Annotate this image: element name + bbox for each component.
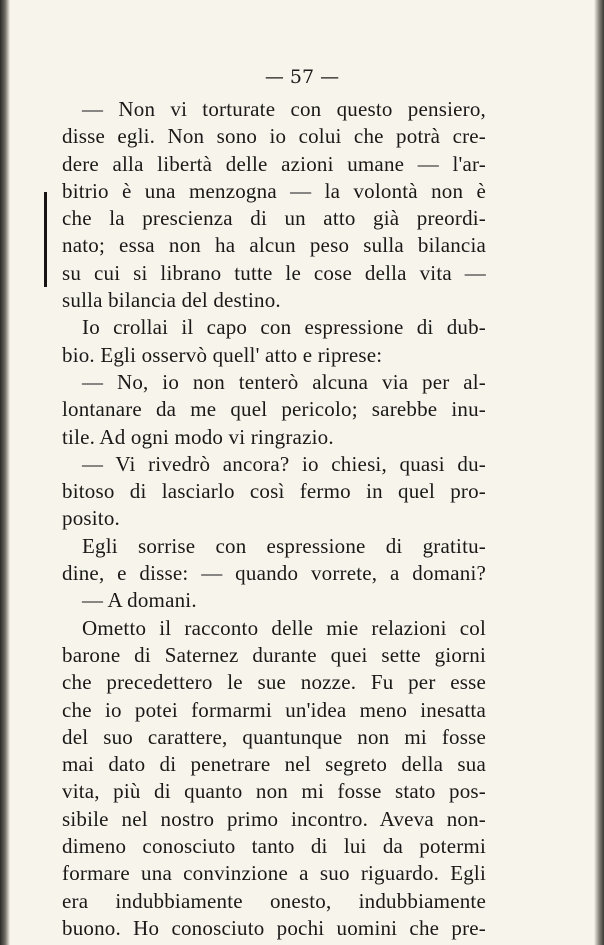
text-line: Egli sorrise con espressione di gratitu- (82, 533, 486, 558)
text-line: del suo carattere, quantunque non mi fosse (62, 724, 486, 749)
text-line: su cui si librano tutte le cose della vita — (62, 260, 486, 285)
text-line: formare una convinzione a suo riguardo. Egli (62, 861, 486, 886)
text-line: bio. Egli osservò quell' atto e riprese: (62, 342, 383, 367)
text-line: disse egli. Non sono io colui che potrà cre- (62, 124, 486, 149)
text-line: Io crollai il capo con espressione di dub- (82, 315, 486, 340)
right-edge-shadow (594, 0, 604, 945)
text-line: che precedettero le sue nozze. Fu per esse (62, 670, 486, 695)
text-line: bitoso di lasciarlo così fermo in quel pro- (62, 479, 486, 504)
text-line: sulla bilancia del destino. (62, 288, 281, 313)
text-line: — A domani. (82, 588, 197, 613)
body-text (62, 96, 486, 942)
left-binding-shadow (0, 0, 10, 945)
text-line: tile. Ad ogni modo vi ringrazio. (62, 424, 334, 449)
text-line: era indubbiamente onesto, indubbiamente (62, 888, 486, 913)
text-line: dimeno conosciuto tanto di lui da potermi (62, 834, 486, 859)
text-line: lontanare da me quel pericolo; sarebbe inu- (62, 397, 486, 422)
text-line: bitrio è una menzogna — la volontà non è (62, 178, 486, 203)
text-line: posito. (62, 506, 120, 531)
page-number: — 57 — (264, 66, 340, 88)
text-line: buono. Ho conosciuto pochi uomini che pre- (62, 915, 486, 940)
text-line: che la prescienza di un atto già preordi- (62, 206, 486, 231)
text-line: — No, io non tenterò alcuna via per al- (82, 369, 486, 394)
text-line: Ometto il racconto delle mie relazioni col (82, 615, 486, 640)
text-line: mai dato di penetrare nel segreto della sua (62, 752, 486, 777)
text-line: — Vi rivedrò ancora? io chiesi, quasi du- (82, 451, 486, 476)
text-line: barone di Saternez durante quei sette giorni (62, 642, 486, 667)
text-line: sibile nel nostro primo incontro. Aveva non- (62, 806, 486, 831)
text-line: dere alla libertà delle azioni umane — l'ar- (62, 151, 486, 176)
text-line: — Non vi torturate con questo pensiero, (82, 97, 486, 121)
text-line: vita, più di quanto non mi fosse stato pos- (62, 779, 486, 804)
text-line: dine, e disse: — quando vorrete, a domani? (62, 561, 486, 586)
text-line: che io potei formarmi un'idea meno inesatta (62, 697, 486, 722)
text-line: nato; essa non ha alcun peso sulla bilancia (62, 233, 486, 258)
margin-marker-line (44, 192, 47, 287)
